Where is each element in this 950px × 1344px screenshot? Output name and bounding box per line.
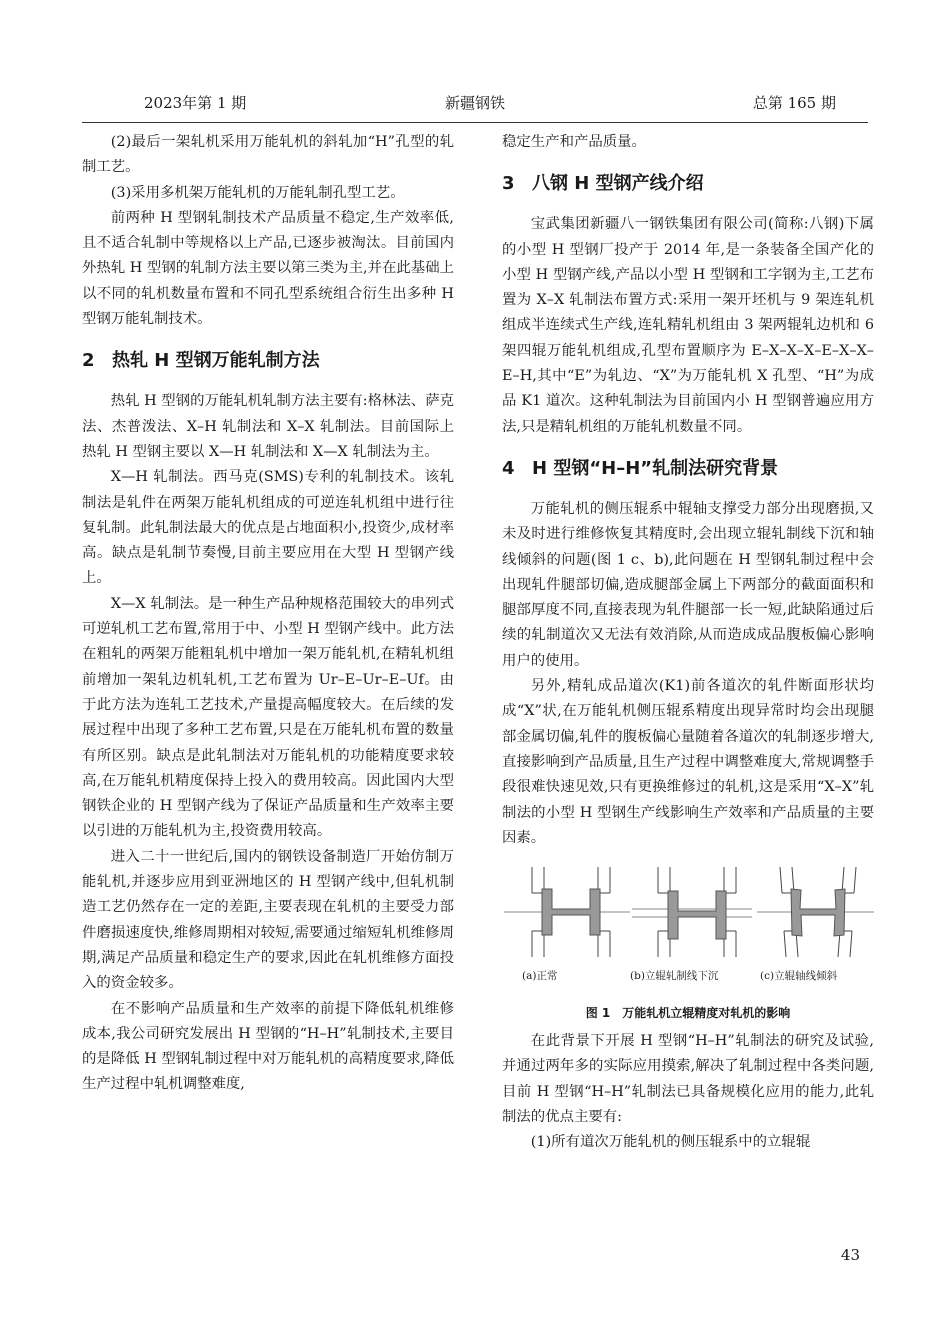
total-issue-label: 总第 165 期 — [752, 94, 836, 112]
subfigure-label-c: (c)立辊轴线倾斜 — [760, 970, 838, 983]
section-heading-2 — [82, 332, 454, 389]
paragraph: (1)所有道次万能轧机的侧压辊系中的立辊辊 — [530, 1134, 811, 1151]
section-number: 2 — [82, 350, 95, 372]
paragraph: 万能轧机的侧压辊系中辊轴支撑受力部分出现磨损,又未及时进行维修恢复其精度时,会出现立辊轧制线下沉和轴线倾斜的问题(图 1 c、b),此问题在 H 型钢轧制过程中会出现轧件腿部切偏,造成腿部金属上下两部分的截面面积和腿部厚度不同,直接表现为轧件腿部一长一短,此缺陷通过后续的轧制道次又无法有效消除,从而造成成品腹板偏心影响用户的使用。 — [502, 500, 874, 669]
paragraph: 在此背景下开展 H 型钢“H–H”轧制法的研究及试验,并通过两年多的实际应用摸索,解决了轧制过程中各类问题,目前 H 型钢“H–H”轧制法已具备规模化应用的能力,此轧制法的优点主要有: — [502, 1033, 874, 1126]
running-header — [82, 92, 868, 116]
journal-name: 新疆钢铁 — [444, 94, 505, 112]
paragraph: 另外,精轧成品道次(K1)前各道次的轧件断面形状均成“X”状,在万能轧机侧压辊系精度出现异常时均会出现腿部金属切偏,轧件的腹板偏心量随着各道次的轧制逐步增大,直接影响到产品质量,且生产过程中调整难度大,常规调整手段很难快速见效,只有更换维修过的轧机,这是采用“X–X”轧制法的小型 H 型钢生产线影响生产效率和产品质量的主要因素。 — [502, 678, 874, 846]
header-rule — [82, 122, 868, 123]
subfigure-label-a: (a)正常 — [522, 970, 558, 983]
section-number: 4 — [502, 457, 515, 479]
section-number: 3 — [502, 173, 515, 195]
paragraph: X—X 轧制法。是一种生产品种规格范围较大的串列式可逆轧机工艺布置,常用于中、小型 H 型钢产线中。此方法在粗轧的两架万能粗轧机中增加一架万能轧机,在精轧机组前增加一架轧边机轧机,工艺布置为 Ur–E–Ur–E–Uf。由于此方法为连轧工艺技术,产量提高幅度较大。在后续的发展过程中出现了多种工艺布置,只是在万能轧机布置的数量有所区别。缺点是此轧制法对万能轧机的功能精度要求较高,在万能轧机精度保持上投入的费用较高。因此国内大型钢铁企业的 H 型钢产线为了保证产品质量和生产效率主要以引进的万能轧机为主,投资费用较高。 — [82, 595, 454, 840]
diagram-tilt — [757, 867, 874, 957]
section-title: H 型钢“H–H”轧制法研究背景 — [532, 457, 779, 479]
diagram-normal — [504, 867, 630, 957]
paragraph: (3)采用多机架万能轧机的万能轧制孔型工艺。 — [110, 184, 405, 201]
issue-label: 2023年第 1 期 — [144, 94, 247, 112]
page-number: 43 — [840, 1246, 860, 1264]
paragraph: 前两种 H 型钢轧制技术产品质量不稳定,生产效率低,且不适合轧制中等规格以上产品,已逐步被淘汰。目前国内外热轧 H 型钢的轧制方法主要以第三类为主,并在此基础上以不同的轧机数量布置和不同孔型系统组合衍生出多种 H 型钢万能轧制技术。 — [82, 209, 454, 328]
subfigure-label-b: (b)立辊轧制线下沉 — [630, 970, 719, 983]
section-heading-3 — [502, 155, 874, 212]
right-column — [502, 130, 874, 1156]
paragraph: 稳定生产和产品质量。 — [502, 134, 646, 150]
section-heading-4 — [502, 440, 874, 497]
diagram-sink — [632, 867, 752, 957]
left-column — [82, 130, 454, 1098]
paragraph: 在不影响产品质量和生产效率的前提下降低轧机维修成本,我公司研究发展出 H 型钢的“H–H”轧制技术,主要目的是降低 H 型钢轧制过程中对万能轧机的高精度要求,降低生产过程中轧机调整难度, — [82, 1000, 454, 1093]
paragraph: 宝武集团新疆八一钢铁集团有限公司(简称:八钢)下属的小型 H 型钢厂投产于 2014 年,是一条装备全国产化的小型 H 型钢产线,产品以小型 H 型钢和工字钢为主,工艺布置为 X–X 轧制法布置方式:采用一架开坯机与 9 架连轧机组成半连续式生产线,连轧精轧机组由 3 架两辊轧边机和 6 架四辊万能轧机组成,孔型布置顺序为 E–X–X–X–E–X–X–E–H,其中“E”为轧边、“X”为万能轧机 X 孔型、“H”为成品 K1 道次。这种轧制法为目前国内小 H 型钢普遍应用方法,只是精轧机组的万能轧机数量不同。 — [502, 216, 874, 435]
section-title: 八钢 H 型钢产线介绍 — [532, 173, 704, 195]
section-title: 热轧 H 型钢万能轧制方法 — [112, 350, 320, 372]
roll-diagram — [502, 859, 874, 964]
paragraph: 进入二十一世纪后,国内的钢铁设备制造厂开始仿制万能轧机,并逐步应用到亚洲地区的 H 型钢产线中,但轧机制造工艺仍然存在一定的差距,主要表现在轧机的主要受力部件磨损速度快,维修周期相对较短,需要通过缩短轧机维修周期,满足产品质量和稳定生产的要求,因此在轧机维修方面投入的资金较多。 — [82, 848, 454, 992]
paragraph: 热轧 H 型钢的万能轧机轧制方法主要有:格林法、萨克法、杰普泼法、X–H 轧制法和 X–X 轧制法。目前国际上热轧 H 型钢主要以 X—H 轧制法和 X—X 轧制法为主。 — [82, 393, 454, 460]
figure-1 — [502, 859, 874, 999]
paragraph: X—H 轧制法。西马克(SMS)专利的轧制技术。该轧制法是轧件在两架万能轧机组成的可逆连轧机组中进行往复轧制。此轧制法最大的优点是占地面积小,投资少,成材率高。缺点是轧制节奏慢,目前主要应用在大型 H 型钢产线上。 — [82, 469, 454, 587]
paragraph: (2)最后一架轧机采用万能轧机的斜轧加“H”孔型的轧制工艺。 — [82, 134, 454, 176]
figure-caption: 图 1 万能轧机立辊精度对轧机的影响 — [585, 1006, 791, 1021]
